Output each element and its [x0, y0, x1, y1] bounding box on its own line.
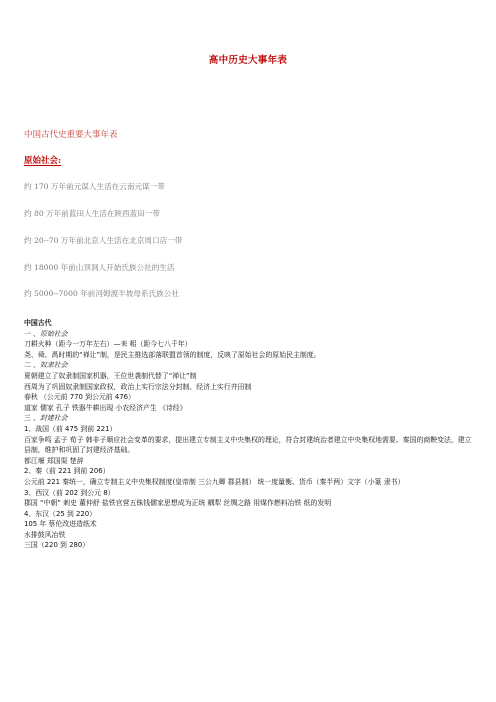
text-line: 3、西汉（前 202 到公元 8） — [24, 488, 115, 497]
text-line: 郡国 “中朝” 刺史 董仲舒 盐铁官营五铢钱儒家思想成为正统 耦犁 丝绸之路 用煤作燃料冶铁 纸的发明 — [24, 499, 332, 508]
primitive-item: 约 170 万年前元谋人生活在云南元谋一带 — [24, 182, 165, 191]
text-line: 道家 儒家 孔子 铁器牛耕出现 小农经济产生 《诗经》 — [24, 403, 187, 412]
section-heading-ancient-china: 中国古代 — [24, 319, 52, 327]
text-line: 105 年 蔡伦改进造纸术 — [24, 520, 97, 529]
text-line: 西周为了巩固奴隶制国家政权，政治上实行宗法分封制、经济上实行井田制 — [24, 382, 252, 391]
text-line: 夏朝建立了奴隶制国家机器，王位世袭制代替了“禅让”制 — [24, 371, 197, 380]
text-paragraph: 公元前 221 秦统一，确立专制主义中央集权制度(皇帝制 三公九卿 郡县制） 统一度量衡、货币（秦半两）文字（小篆 隶书） — [24, 477, 405, 486]
text-line: 尧、舜、禹时期的“禅让”制，是民主推选部落联盟首领的制度，反映了原始社会的原始民主制度。 — [24, 350, 321, 359]
section-heading-2: 二 、奴隶社会 — [24, 361, 68, 370]
page-title: 高中历史大事年表 — [208, 55, 288, 66]
text-line: 刀耕火种（距今一万年左右）—耒 耜（距今七八千年） — [24, 340, 192, 349]
primitive-item: 约 5000--7000 年前河姆渡半坡母系氏族公社 — [24, 289, 179, 298]
document-subtitle: 中国古代史重要大事年表 — [24, 130, 118, 140]
text-paragraph: 百家争鸣 孟子 荀子 韩非子顺应社会变革的要求，提出建立专制主义中央集权的理论，符合封建统治者建立中央集权地需要。秦国的商鞅变法，建立县制，维护和巩固了封建经济基础。 — [24, 435, 472, 455]
section-heading-primitive: 原始社会: — [24, 156, 62, 166]
text-line: 4、东汉（25 到 220） — [24, 509, 97, 518]
text-line: 都江堰 郑国渠 楚辞 — [24, 456, 84, 465]
section-heading-3: 三 、封建社会 — [24, 414, 68, 423]
text-line: 春秋 （公元前 770 到公元前 476） — [24, 393, 135, 402]
history-timeline-body — [24, 318, 476, 551]
text-line: 水排鼓风冶铁 — [24, 530, 66, 539]
text-line: 三国（220 到 280） — [24, 541, 90, 550]
primitive-item: 约 18000 年前山顶洞人开始氏族公社的生活 — [24, 263, 175, 272]
primitive-item: 约 80 万年前蓝田人生活在陕西蓝田一带 — [24, 209, 160, 218]
text-line: 2、秦（前 221 到前 206） — [24, 467, 110, 476]
section-heading-1: 一 、原始社会 — [24, 329, 68, 338]
text-line: 1、战国（前 475 到前 221） — [24, 424, 117, 433]
primitive-item: 约 20--70 万年前北京人生活在北京周口店一带 — [24, 236, 183, 245]
